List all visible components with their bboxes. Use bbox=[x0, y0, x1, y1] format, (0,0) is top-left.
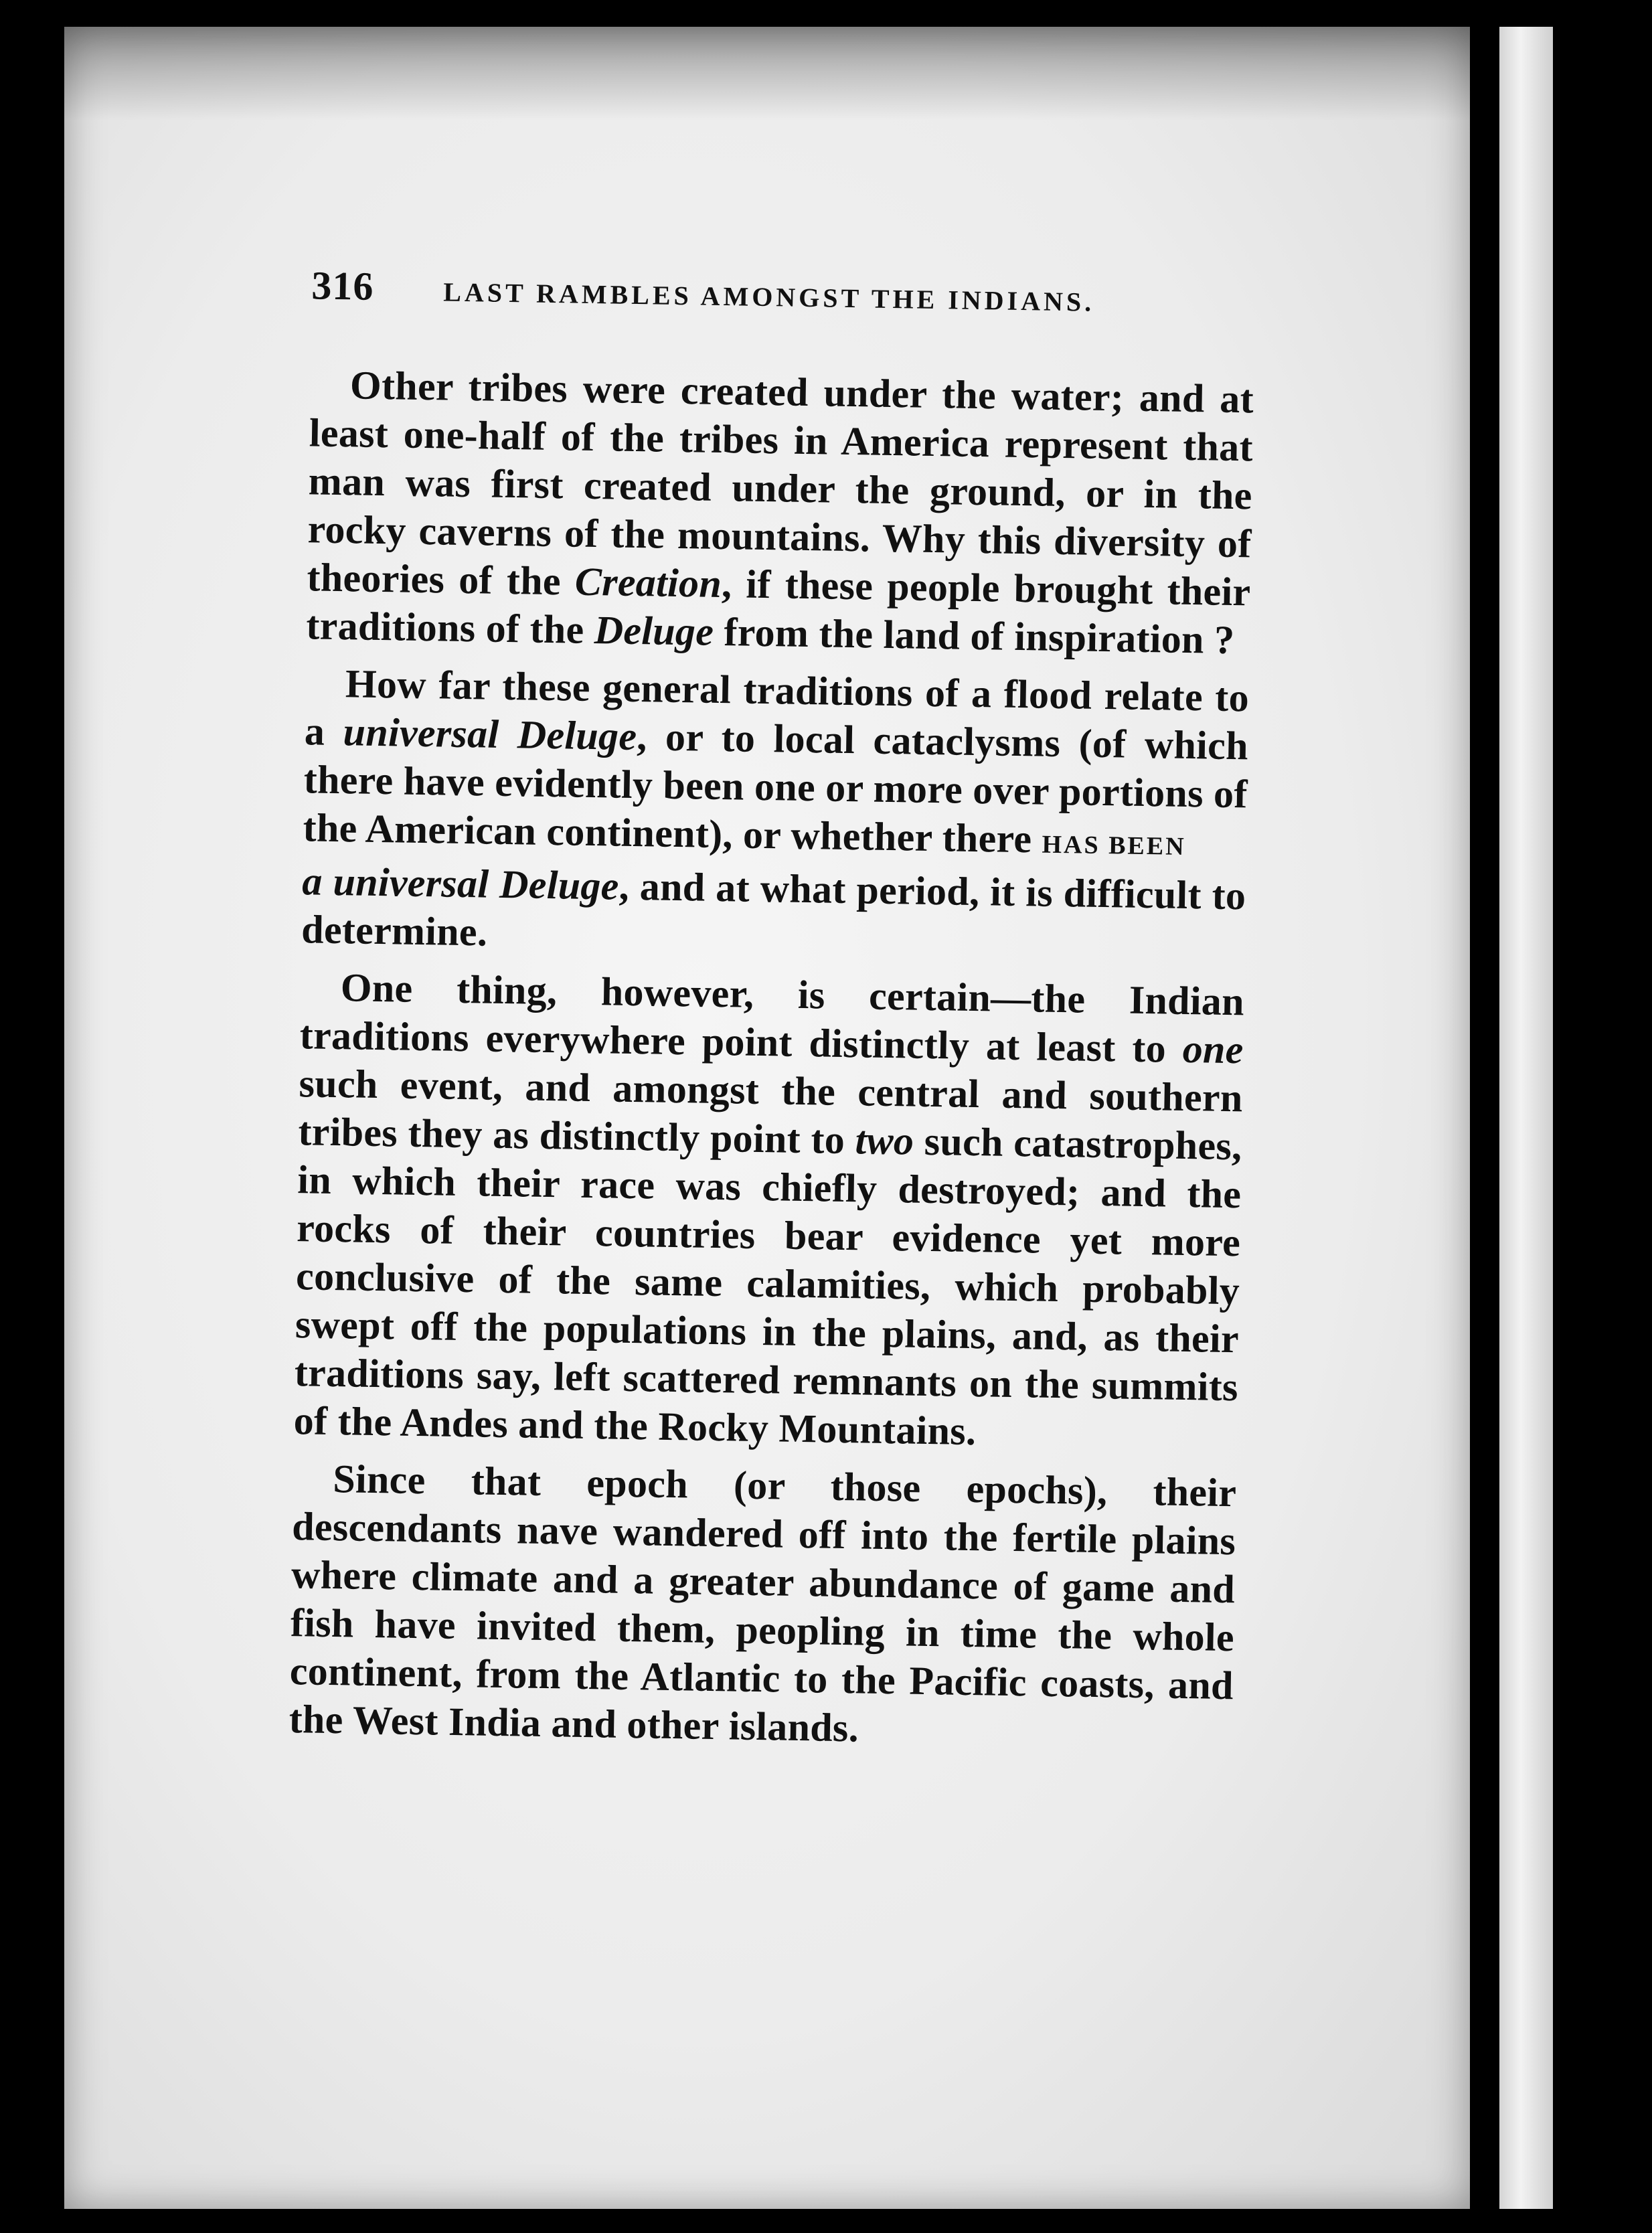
paragraph-1-text: , if these people brought their traditions of the bbox=[305, 562, 1251, 653]
smallcaps-has-been: HAS BEEN bbox=[1042, 830, 1186, 861]
emphasis-a-universal-deluge: a universal Deluge bbox=[301, 859, 620, 908]
page-text bbox=[188, 261, 1483, 1771]
running-title: LAST RAMBLES AMONGST THE INDIANS. bbox=[442, 276, 1095, 317]
emphasis-two: two bbox=[855, 1118, 914, 1163]
emphasis-one: one bbox=[1182, 1026, 1244, 1072]
page-number: 316 bbox=[311, 263, 374, 309]
emphasis-deluge: Deluge bbox=[594, 608, 714, 654]
scan-border bbox=[1606, 0, 1652, 2233]
paragraph-3-text: One thing, however, is certain—the Indian traditions everywhere point distinctly at least to bbox=[299, 965, 1245, 1071]
paragraph-2-text: , or to local cataclysms (of which there have evidently been one or more over portions of the American continent), or whether there bbox=[303, 714, 1249, 861]
emphasis-universal-deluge: universal Deluge bbox=[343, 710, 637, 759]
paragraph-1 bbox=[306, 360, 1254, 664]
paragraph-1-text: from the land of inspiration ? bbox=[713, 609, 1235, 663]
paragraph-3 bbox=[293, 963, 1244, 1459]
paragraph-3-text: such catastrophes, in which their race was chiefly destroyed; and the rocks of their countries bear evidence yet more conclusive of the same calamities, which probably swept off the populations in the plains, and, as their traditions say, left scattered remnants on the summits of the Andes and the Rocky Mountains. bbox=[293, 1119, 1242, 1454]
paragraph-3-text: such event, and amongst the central and southern tribes they as distinctly point to bbox=[298, 1061, 1244, 1163]
emphasis-creation: Creation bbox=[574, 559, 722, 606]
paragraph-2 bbox=[301, 659, 1250, 968]
paragraph-2-text: How far these general traditions of a flood relate to a bbox=[304, 661, 1250, 754]
paragraph-4: Since that epoch (or those epochs), their descendants nave wandered off into the fertile plains where climate and a greater abundance of game and fish have invited them, peopling in time the whole continent, from the Atlantic to the Pacific coasts, and the West India and other islands. bbox=[288, 1457, 1237, 1750]
paragraph-1-text: Other tribes were created under the water; and at least one-half of the tribes in America represent that man was first created under the ground, or in the rocky caverns of the mountains. Why this diversity of theories of the bbox=[307, 363, 1254, 604]
adjacent-page-edge bbox=[1499, 27, 1553, 2209]
paragraph-2-text: , and at what period, it is difficult to determine. bbox=[301, 863, 1246, 955]
